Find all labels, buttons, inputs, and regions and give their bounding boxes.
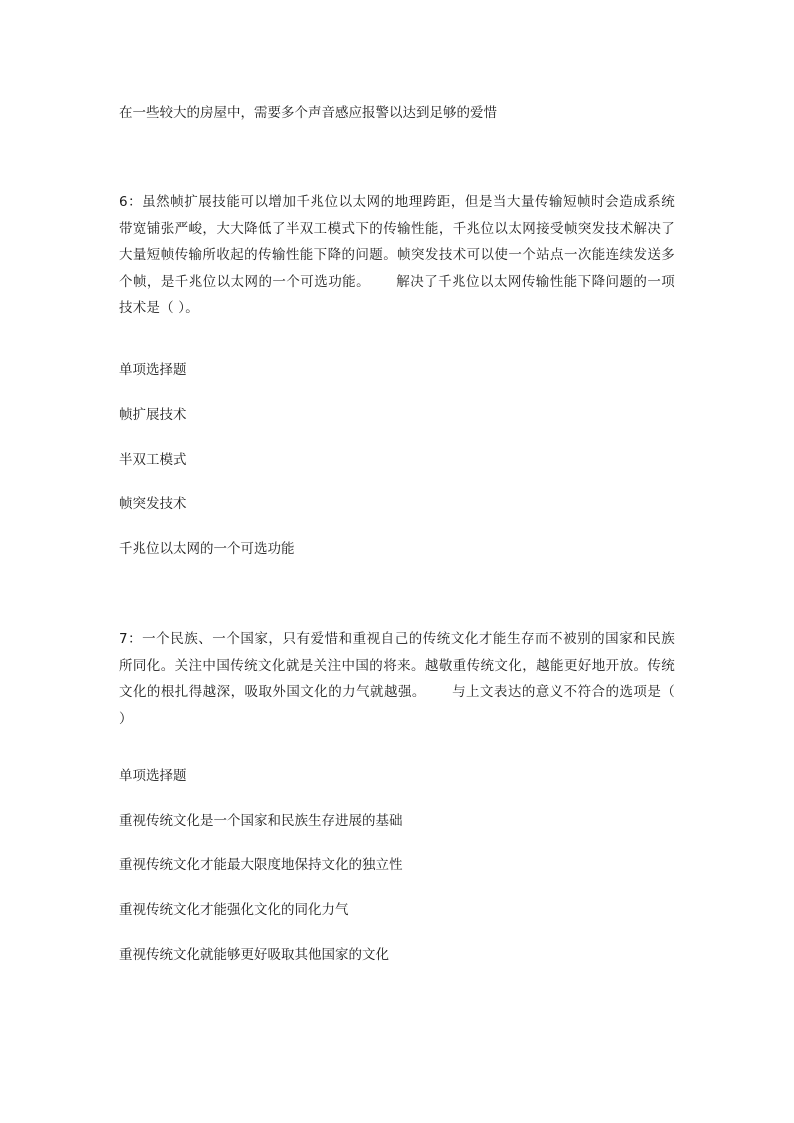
question-7-option-c[interactable]: 重视传统文化才能强化文化的同化力气 [119,902,349,918]
question-6-option-c[interactable]: 帧突发技术 [119,496,187,512]
question-7-option-a[interactable]: 重视传统文化是一个国家和民族生存进展的基础 [119,813,403,829]
question-7-option-d[interactable]: 重视传统文化就能够更好吸取其他国家的文化 [119,947,389,963]
question-7-stem [119,626,675,732]
question-6-type: 单项选择题 [119,362,187,378]
question-6-stem-main: 6：虽然帧扩展技能可以增加千兆位以太网的地理跨距，但是当大量传输短帧时会造成系统带宽铺张严峻，大大降低了半双工模式下的传输性能，千兆位以太网接受帧突发技术解决了大量短帧传输所收起的传输性能下降的问题。帧突发技术可以使一个站点一次能连续发送多个帧，是千兆位以太网的一个可选功能。 [119,194,675,290]
question-7-type: 单项选择题 [119,768,187,784]
question-6-stem [119,189,675,322]
question-6-stem-prompt: 解决了千兆位以太网传输性能下降问题的一项技术是（ ）。 [119,273,676,316]
question-7-option-b[interactable]: 重视传统文化才能最大限度地保持文化的独立性 [119,857,403,873]
question-7-stem-main: 7：一个民族、一个国家，只有爱惜和重视自己的传统文化才能生存而不被别的国家和民族所同化。关注中国传统文化就是关注中国的将来。越敬重传统文化，越能更好地开放。传统文化的根扎得越深，吸取外国文化的力气就越强。 [119,631,675,700]
intro-fragment: 在一些较大的房屋中，需要多个声音感应报警以达到足够的爱惜 [119,105,497,121]
question-6-option-d[interactable]: 千兆位以太网的一个可选功能 [119,541,295,557]
question-6-option-a[interactable]: 帧扩展技术 [119,407,187,423]
question-6-option-b[interactable]: 半双工模式 [119,452,187,468]
question-7-stem-prompt: 与上文表达的意义不符合的选项是（ ） [119,684,675,727]
